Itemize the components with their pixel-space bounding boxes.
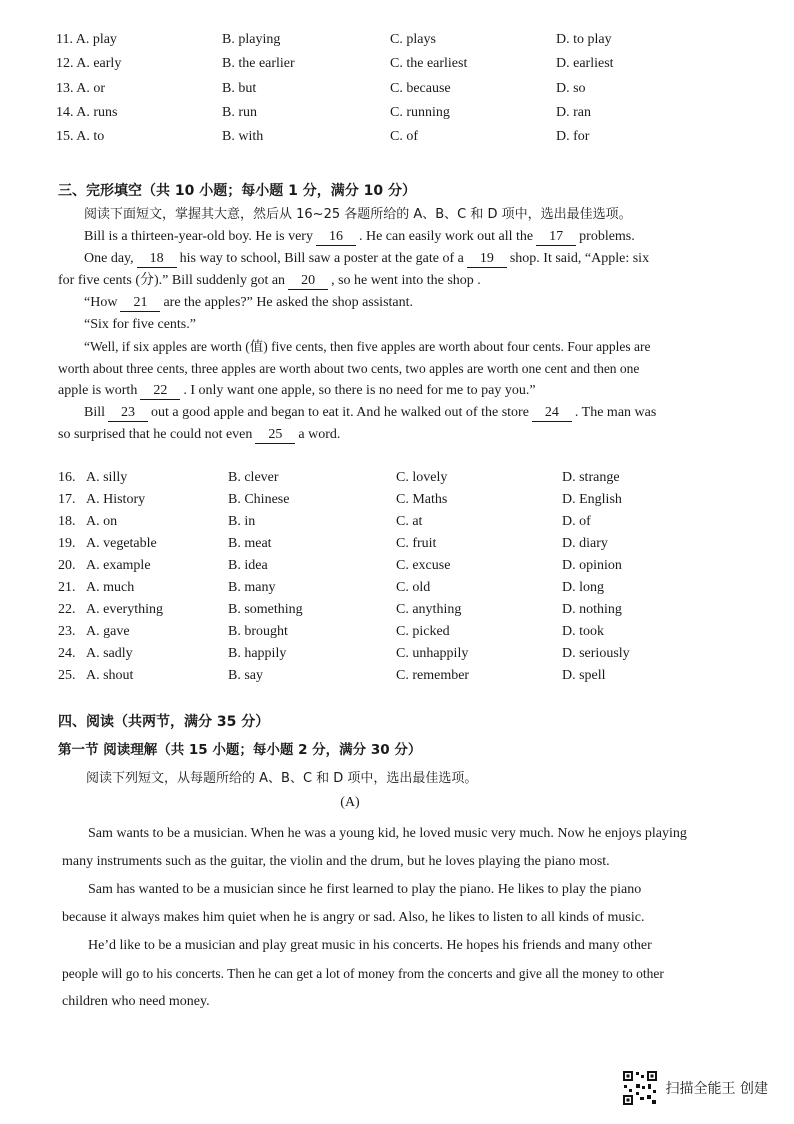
cloze-line: “Six for five cents.”	[84, 317, 196, 332]
option-a: 13. A. or	[56, 81, 106, 96]
option-row	[0, 558, 794, 580]
option-b: B. the earlier	[222, 56, 295, 71]
question-number: 16.	[58, 470, 76, 485]
cloze-line: One day, 18 his way to school, Bill saw a poster at the gate of a 19 shop. It said, “Apple: six	[84, 251, 650, 266]
option-a: A. on	[86, 514, 118, 529]
option-c: C. lovely	[396, 470, 448, 485]
option-d: D. took	[562, 624, 604, 639]
cloze-line: for five cents (分).” Bill suddenly got an 20 , so he went into the shop .	[58, 273, 481, 288]
blank-16: 16	[316, 229, 356, 246]
option-row	[0, 514, 794, 536]
option-c: C. unhappily	[396, 646, 469, 661]
option-b: B. say	[228, 668, 263, 683]
option-b: B. run	[222, 105, 257, 120]
option-row	[0, 668, 794, 690]
option-a: A. vegetable	[86, 536, 157, 551]
option-a: A. sadly	[86, 646, 133, 661]
section-4-subheading: 第一节 阅读理解（共 15 小题；每小题 2 分，满分 30 分）	[58, 742, 422, 758]
blank-19: 19	[467, 251, 507, 268]
qr-code-icon	[622, 1070, 658, 1106]
reading-line: children who need money.	[62, 994, 210, 1009]
cloze-passage	[58, 204, 708, 446]
option-d: D. nothing	[562, 602, 622, 617]
question-number: 21.	[58, 580, 76, 595]
cloze-line: worth about three cents, three apples are worth about two cents, two apples are worth one cent and then one	[58, 361, 640, 376]
question-number: 23.	[58, 624, 76, 639]
reading-line: Sam has wanted to be a musician since he first learned to play the piano. He likes to play the piano	[88, 882, 642, 897]
option-a: A. silly	[86, 470, 128, 485]
reading-line: because it always makes him quiet when he is angry or sad. Also, he likes to listen to all kinds of music.	[62, 910, 645, 925]
option-c: C. running	[390, 105, 450, 120]
question-number: 22.	[58, 602, 76, 617]
option-row	[0, 536, 794, 558]
option-d: D. so	[556, 81, 586, 96]
option-a: 11. A. play	[56, 32, 117, 47]
option-a: A. much	[86, 580, 135, 595]
option-b: B. playing	[222, 32, 281, 47]
cloze-line: “How 21 are the apples?” He asked the shop assistant.	[84, 295, 414, 310]
option-row	[0, 105, 794, 127]
option-a: A. History	[86, 492, 146, 507]
option-a: 12. A. early	[56, 56, 122, 71]
blank-21: 21	[120, 295, 160, 312]
option-a: A. everything	[86, 602, 163, 617]
option-c: C. of	[390, 129, 418, 144]
option-b: B. happily	[228, 646, 287, 661]
blank-22: 22	[140, 383, 180, 400]
option-row	[0, 81, 794, 103]
option-b: B. in	[228, 514, 256, 529]
section-4-heading: 四、阅读（共两节，满分 35 分）	[58, 714, 270, 730]
scanner-watermark	[622, 1070, 768, 1106]
option-row	[0, 470, 794, 492]
option-c: C. excuse	[396, 558, 451, 573]
option-b: B. Chinese	[228, 492, 290, 507]
option-d: D. seriously	[562, 646, 630, 661]
option-row	[0, 624, 794, 646]
option-d: D. English	[562, 492, 622, 507]
option-c: C. old	[396, 580, 431, 595]
option-d: D. opinion	[562, 558, 622, 573]
option-c: C. at	[396, 514, 423, 529]
option-a: 14. A. runs	[56, 105, 118, 120]
cloze-line: Bill 23 out a good apple and began to eat it. And he walked out of the store 24 . The man was	[84, 405, 657, 420]
option-row	[0, 580, 794, 602]
reading-line: Sam wants to be a musician. When he was a young kid, he loved music very much. Now he enjoys playing	[88, 826, 687, 841]
reading-line: He’d like to be a musician and play great music in his concerts. He hopes his friends and many other	[88, 938, 652, 953]
option-a: A. gave	[86, 624, 130, 639]
option-c: C. fruit	[396, 536, 437, 551]
reading-passage	[62, 820, 722, 1016]
option-b: B. many	[228, 580, 276, 595]
option-a: 15. A. to	[56, 129, 105, 144]
blank-18: 18	[137, 251, 177, 268]
watermark-text: 扫描全能王 创建	[665, 1081, 768, 1097]
blank-17: 17	[536, 229, 576, 246]
option-b: B. with	[222, 129, 264, 144]
question-number: 24.	[58, 646, 76, 661]
question-number: 18.	[58, 514, 76, 529]
cloze-line: Bill is a thirteen-year-old boy. He is very 16 . He can easily work out all the 17 problems.	[84, 229, 635, 244]
option-row	[0, 56, 794, 78]
question-number: 25.	[58, 668, 76, 683]
option-b: B. brought	[228, 624, 288, 639]
option-b: B. but	[222, 81, 257, 96]
option-c: C. the earliest	[390, 56, 468, 71]
option-row	[0, 602, 794, 624]
reading-line: many instruments such as the guitar, the violin and the drum, but he loves playing the piano most.	[62, 854, 610, 869]
option-c: C. picked	[396, 624, 450, 639]
option-a: A. example	[86, 558, 151, 573]
option-d: D. strange	[562, 470, 620, 485]
option-c: C. because	[390, 81, 451, 96]
option-b: B. clever	[228, 470, 279, 485]
option-d: D. spell	[562, 668, 606, 683]
option-row	[0, 646, 794, 668]
blank-25: 25	[255, 427, 295, 444]
section-3-heading: 三、完形填空（共 10 小题；每小题 1 分，满分 10 分）	[58, 183, 416, 199]
blank-24: 24	[532, 405, 572, 422]
option-row	[0, 129, 794, 151]
option-b: B. meat	[228, 536, 272, 551]
cloze-line: so surprised that he could not even 25 a word.	[58, 427, 341, 442]
option-d: D. to play	[556, 32, 612, 47]
reading-line: people will go to his concerts. Then he can get a lot of money from the concerts and give all the money to other	[62, 966, 664, 981]
option-row	[0, 32, 794, 54]
option-c: C. plays	[390, 32, 436, 47]
option-d: D. ran	[556, 105, 591, 120]
question-number: 20.	[58, 558, 76, 573]
option-a: A. shout	[86, 668, 134, 683]
option-d: D. for	[556, 129, 590, 144]
question-number: 17.	[58, 492, 76, 507]
option-c: C. Maths	[396, 492, 448, 507]
option-d: D. of	[562, 514, 591, 529]
blank-20: 20	[288, 273, 328, 290]
cloze-instruction: 阅读下面短文，掌握其大意，然后从 16~25 各题所给的 A、B、C 和 D 项中，选出最佳选项。	[84, 207, 632, 222]
option-b: B. something	[228, 602, 303, 617]
option-d: D. long	[562, 580, 604, 595]
question-number: 19.	[58, 536, 76, 551]
blank-23: 23	[108, 405, 148, 422]
passage-label: (A)	[340, 795, 360, 810]
option-c: C. anything	[396, 602, 462, 617]
cloze-line: apple is worth 22 . I only want one apple, so there is no need for me to pay you.”	[58, 383, 536, 398]
cloze-line: “Well, if six apples are worth (值) five cents, then five apples are worth about four cents. Four apples are	[84, 339, 651, 354]
option-d: D. diary	[562, 536, 608, 551]
option-c: C. remember	[396, 668, 470, 683]
option-row	[0, 492, 794, 514]
option-b: B. idea	[228, 558, 268, 573]
reading-instruction: 阅读下列短文，从每题所给的 A、B、C 和 D 项中，选出最佳选项。	[86, 771, 478, 786]
option-d: D. earliest	[556, 56, 614, 71]
